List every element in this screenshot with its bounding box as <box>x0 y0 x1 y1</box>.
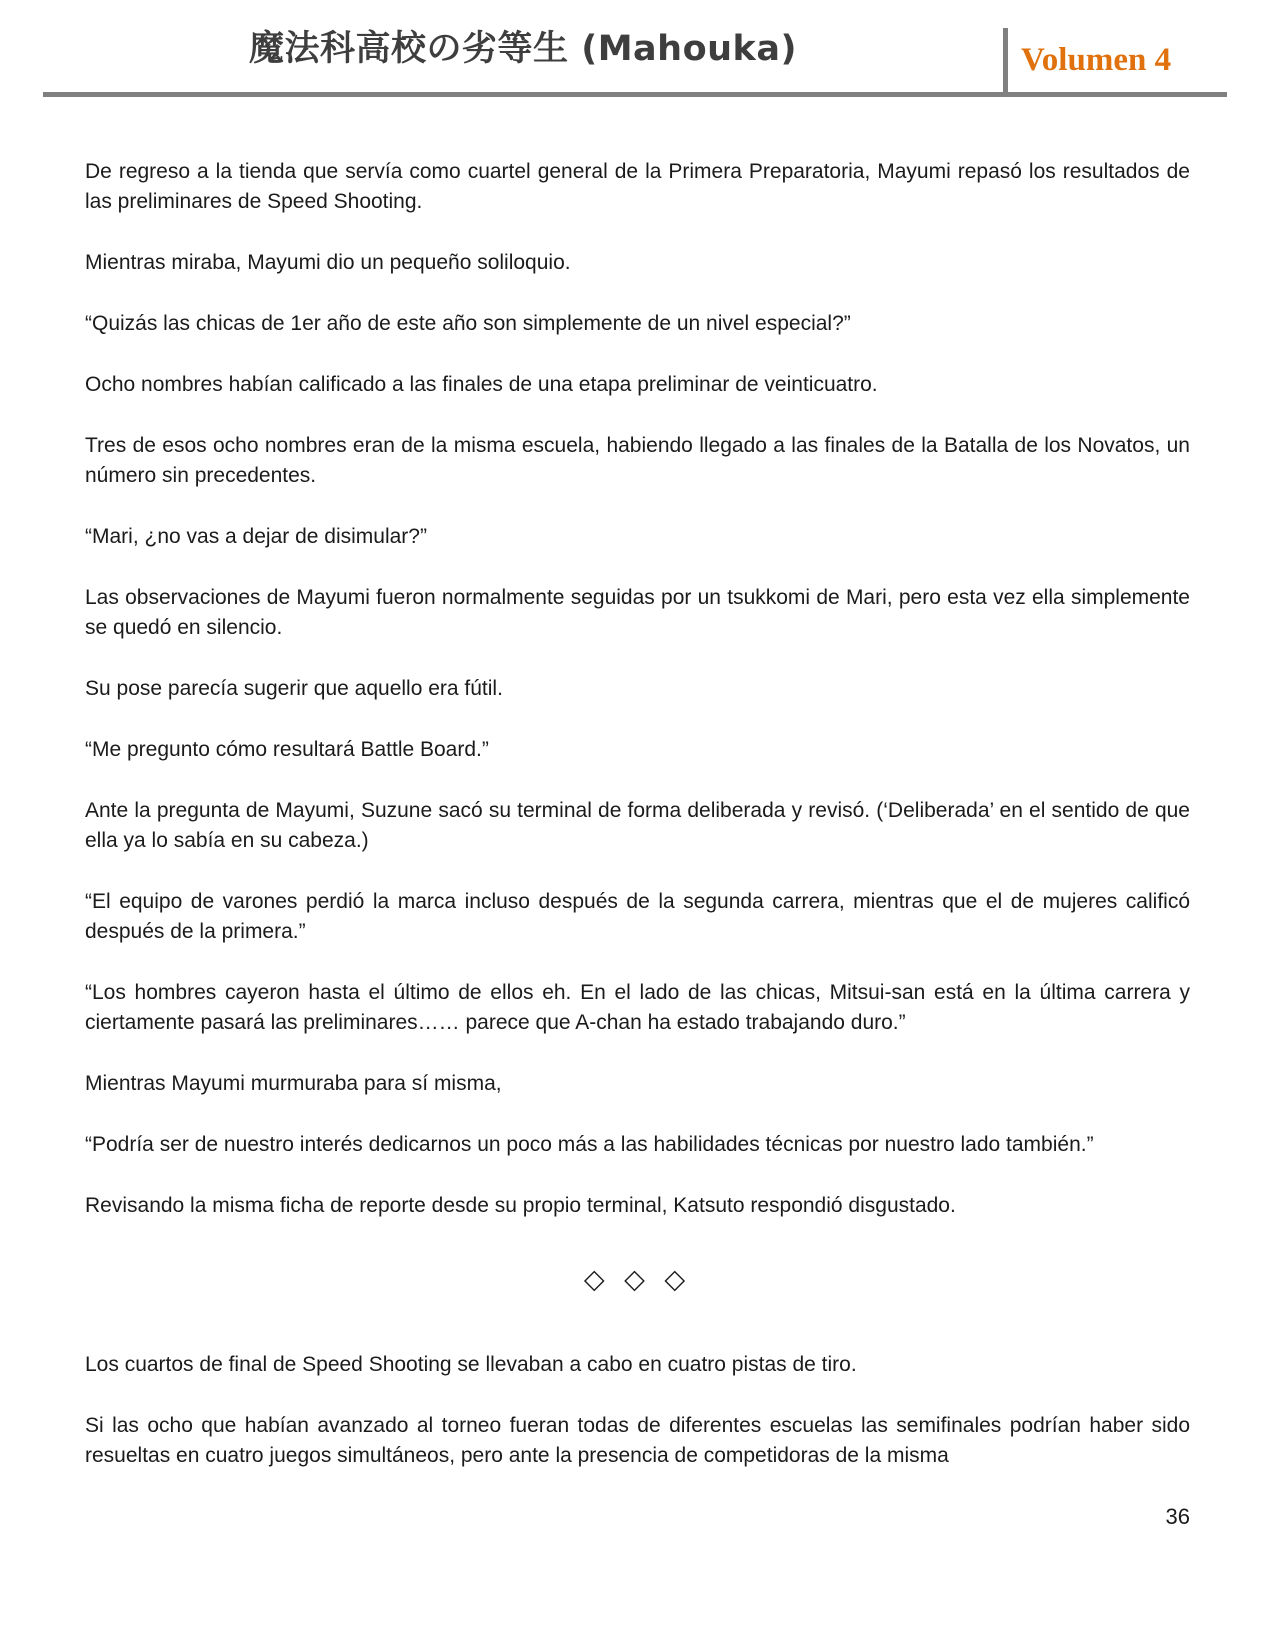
paragraph: “Podría ser de nuestro interés dedicarnos un poco más a las habilidades técnicas por nuestro lado también.” <box>85 1133 1094 1156</box>
volume-label: Volumen 4 <box>1021 41 1172 78</box>
scene-break-divider: ◇ ◇ ◇ <box>583 1264 692 1294</box>
paragraph: “El equipo de varones perdió la marca incluso después de la segunda carrera, mientras que el de mujeres calificó después de la primera.” <box>85 890 1190 943</box>
paragraph: “Los hombres cayeron hasta el último de ellos eh. En el lado de las chicas, Mitsui-san está en la última carrera y ciertamente pasará las preliminares…… parece que A-chan ha estado trabajando duro.” <box>85 981 1190 1034</box>
page-header <box>43 0 1227 97</box>
paragraph: Mientras Mayumi murmuraba para sí misma, <box>85 1072 502 1095</box>
body-text <box>85 157 1190 1532</box>
header-volume-cell <box>1003 28 1227 92</box>
paragraph: Mientras miraba, Mayumi dio un pequeño soliloquio. <box>85 251 571 274</box>
page-number: 36 <box>1165 1504 1190 1529</box>
header-title-cell <box>43 0 1003 92</box>
paragraph: Revisando la misma ficha de reporte desde su propio terminal, Katsuto respondió disgustado. <box>85 1194 956 1217</box>
paragraph: Ocho nombres habían calificado a las finales de una etapa preliminar de veinticuatro. <box>85 373 878 396</box>
paragraph: De regreso a la tienda que servía como cuartel general de la Primera Preparatoria, Mayumi repasó los resultados de las preliminares de Speed Shooting. <box>85 160 1190 213</box>
paragraph: “Quizás las chicas de 1er año de este año son simplemente de un nivel especial?” <box>85 312 851 335</box>
book-title: 魔法科高校の劣等生 (Mahouka) <box>249 29 797 69</box>
paragraph: “Me pregunto cómo resultará Battle Board.” <box>85 738 489 761</box>
paragraph: Los cuartos de final de Speed Shooting se llevaban a cabo en cuatro pistas de tiro. <box>85 1353 857 1376</box>
paragraph: “Mari, ¿no vas a dejar de disimular?” <box>85 525 427 548</box>
paragraph: Si las ocho que habían avanzado al torneo fueran todas de diferentes escuelas las semifinales podrían haber sido resueltas en cuatro juegos simultáneos, pero ante la presencia de competidoras de la misma <box>85 1414 1190 1467</box>
paragraph: Ante la pregunta de Mayumi, Suzune sacó su terminal de forma deliberada y revisó. (‘Deliberada’ en el sentido de que ella ya lo sabía en su cabeza.) <box>85 799 1190 852</box>
paragraph: Las observaciones de Mayumi fueron normalmente seguidas por un tsukkomi de Mari, pero esta vez ella simplemente se quedó en silencio. <box>85 586 1190 639</box>
paragraph: Su pose parecía sugerir que aquello era fútil. <box>85 677 503 700</box>
paragraph: Tres de esos ocho nombres eran de la misma escuela, habiendo llegado a las finales de la Batalla de los Novatos, un número sin precedentes. <box>85 434 1190 487</box>
